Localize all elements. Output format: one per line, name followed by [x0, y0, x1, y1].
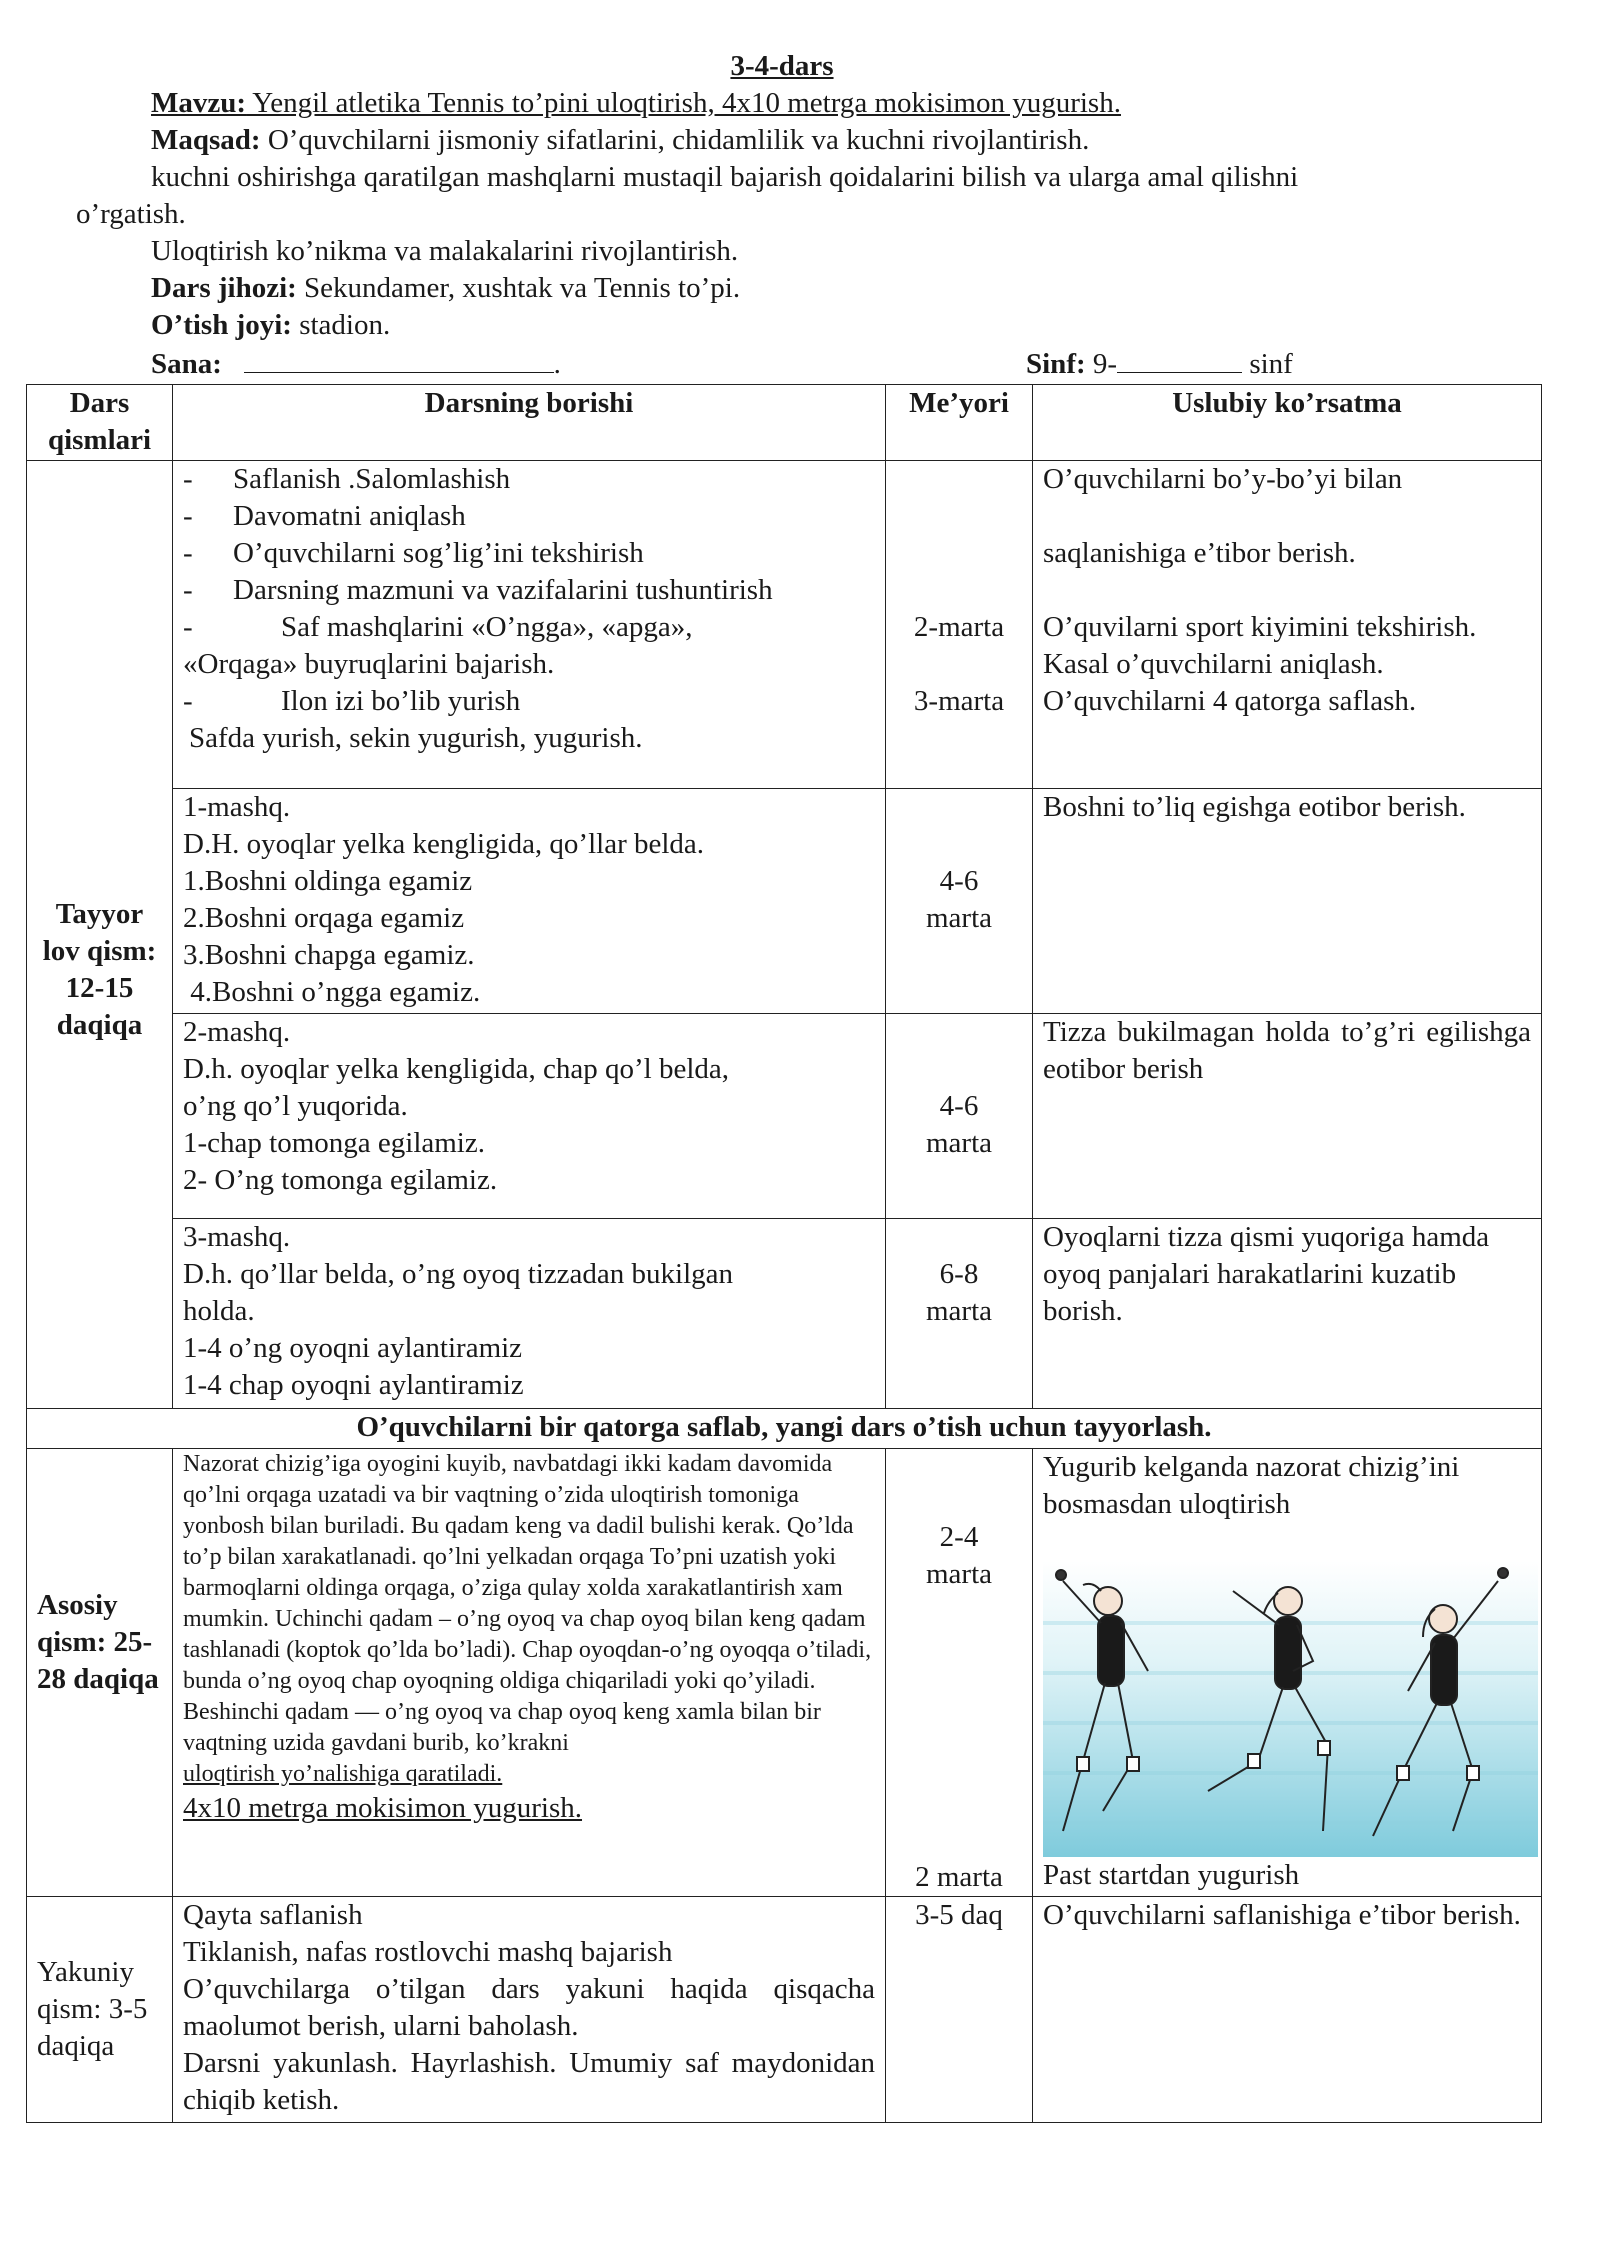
skill-line: Uloqtirish ko’nikma va malakalarini rivojlantirish.: [151, 235, 739, 267]
note-cell: O’quvchilarni saflanishiga e’tibor berish.: [1033, 1897, 1542, 2123]
goal-continuation-2: o’rgatish.: [76, 198, 186, 230]
transition-row: [27, 1409, 1542, 1449]
header-notes: Uslubiy ko’rsatma: [1033, 385, 1542, 461]
progress-cell: 1-mashq. D.H. oyoqlar yelka kengligida, qo’llar belda. 1.Boshni oldinga egamiz 2.Boshni orqaga egamiz 3.Boshni chapga egamiz. 4.Boshni o’ngga egamiz.: [173, 789, 886, 1014]
topic-line: Mavzu: Yengil atletika Tennis to’pini uloqtirish, 4x10 metrga mokisimon yugurish.: [151, 87, 1121, 119]
list-item: - O’quvchilarni sog’lig’ini tekshirish: [183, 537, 644, 569]
list-item-continuation: «Orqaga» buyruqlarini bajarish.: [183, 648, 555, 680]
note-cell: Boshni to’liq egishga eotibor berish.: [1033, 789, 1542, 1014]
table-row: [27, 789, 1542, 1014]
part-preparatory: Tayyor lov qism: 12-15 daqiqa: [27, 461, 173, 1409]
note-cell: Tizza bukilmagan holda to’g’ri egilishga eotibor berish: [1033, 1014, 1542, 1219]
table-row: [27, 1449, 1542, 1897]
list-item: - Saf mashqlarini «O’ngga», «apga»,: [183, 611, 693, 643]
table-header-row: [27, 385, 1542, 461]
note-cell: Yugurib kelganda nazorat chizig’ini bosmasdan uloqtirish Past startdan yugurish: [1033, 1449, 1542, 1897]
table-row: [27, 461, 1542, 789]
progress-cell: [173, 1449, 886, 1897]
run-task: 4x10 metrga mokisimon yugurish.: [183, 1792, 583, 1824]
table-row: [27, 1014, 1542, 1219]
norm-cell: 4-6 marta: [886, 1014, 1033, 1219]
progress-cell: 3-mashq. D.h. qo’llar belda, o’ng oyoq tizzadan bukilgan holda. 1-4 o’ng oyoqni aylantiramiz 1-4 chap oyoqni aylantiramiz: [173, 1219, 886, 1409]
norm-cell: 6-8 marta: [886, 1219, 1033, 1409]
throwing-athletes-illustration: [1043, 1561, 1538, 1857]
throw-description-end: uloqtirish yo’nalishiga qaratiladi.: [183, 1761, 503, 1787]
norm-cell: 4-6 marta: [886, 789, 1033, 1014]
lesson-plan-table: [26, 384, 1542, 2123]
progress-cell: [173, 461, 886, 789]
lesson-title: 3-4-dars: [730, 50, 834, 82]
lesson-header: [26, 48, 1538, 381]
list-item: - Ilon izi bo’lib yurish: [183, 685, 521, 717]
class-field: Sinf: 9- sinf: [1026, 344, 1293, 383]
part-final: Yakuniy qism: 3-5 daqiqa: [27, 1897, 173, 2123]
location-line: O’tish joyi: stadion.: [151, 309, 391, 341]
norm-cell: 2-marta 3-marta: [886, 461, 1033, 789]
progress-cell: Qayta saflanish Tiklanish, nafas rostlovchi mashq bajarish O’quvchilarga o’tilgan dars yakuni haqida qisqacha maolumot berish, ularni baholash. Darsni yakunlash. Hayrlashish. Umumiy saf maydonidan chiqib ketish.: [173, 1897, 886, 2123]
header-parts: Dars qismlari: [27, 385, 173, 461]
list-item: - Darsning mazmuni va vazifalarini tushuntirish: [183, 574, 773, 606]
header-norm: Me’yori: [886, 385, 1033, 461]
table-row: [27, 1219, 1542, 1409]
transition-text: O’quvchilarni bir qatorga saflab, yangi dars o’tish uchun tayyorlash.: [27, 1409, 1542, 1449]
goal-continuation: kuchni oshirishga qaratilgan mashqlarni mustaqil bajarish qoidalarini bilish va ularga amal qilishni: [151, 161, 1299, 193]
date-class-row: [26, 344, 1538, 381]
note-cell: O’quvchilarni bo’y-bo’yi bilan saqlanishiga e’tibor berish. O’quvilarni sport kiyimini tekshirish. Kasal o’quvchilarni aniqlash. O’quvchilarni 4 qatorga saflash.: [1033, 461, 1542, 789]
class-blank: [1117, 344, 1242, 373]
norm-cell: 3-5 daq: [886, 1897, 1033, 2123]
progress-cell: 2-mashq. D.h. oyoqlar yelka kengligida, chap qo’l belda, o’ng qo’l yuqorida. 1-chap tomonga egilamiz. 2- O’ng tomonga egilamiz.: [173, 1014, 886, 1219]
list-item: - Davomatni aniqlash: [183, 500, 466, 532]
date-blank: [244, 344, 554, 373]
goal-line: Maqsad: O’quvchilarni jismoniy sifatlarini, chidamlilik va kuchni rivojlantirish.: [151, 124, 1090, 156]
list-item: - Saflanish .Salomlashish: [183, 463, 511, 495]
throw-description: Nazorat chizig’iga oyogini kuyib, navbatdagi ikki kadam davomida qo’lni orqaga uzatadi va bir vaqtning o’zida uloqtirish tomoniga yonbosh bilan buriladi. Bu qadam keng va dadil bulishi kerak. Qo’lda to’p bilan xarakatlanadi. qo’lni yelkadan orqaga To’pni uzatish yoki barmoqlarni oldinga orqaga, o’ziga qulay xolda xarakatlantirish xam mumkin. Uchinchi qadam – o’ng oyoq va chap oyoq bilan keng qadam tashlanadi (koptok qo’lda bo’ladi). Chap oyoqdan-o’ng oyoqqa o’tiladi, bunda o’ng oyoq chap oyoqning oldiga chiqariladi yoki qo’yiladi. Beshinchi qadam — o’ng oyoq va chap oyoq keng xamla bilan bir vaqtning uzida gavdani burib, ko’krakni: [183, 1451, 872, 1756]
norm-cell: 2-4 marta 2 marta: [886, 1449, 1033, 1897]
date-field: Sana: .: [151, 344, 561, 383]
list-item: Safda yurish, sekin yugurish, yugurish.: [189, 722, 643, 754]
note-cell: Oyoqlarni tizza qismi yuqoriga hamda oyoq panjalari harakatlarini kuzatib borish.: [1033, 1219, 1542, 1409]
header-progress: Darsning borishi: [173, 385, 886, 461]
table-row: [27, 1897, 1542, 2123]
equipment-line: Dars jihozi: Sekundamer, xushtak va Tennis to’pi.: [151, 272, 741, 304]
part-main: Asosiy qism: 25-28 daqiqa: [27, 1449, 173, 1897]
